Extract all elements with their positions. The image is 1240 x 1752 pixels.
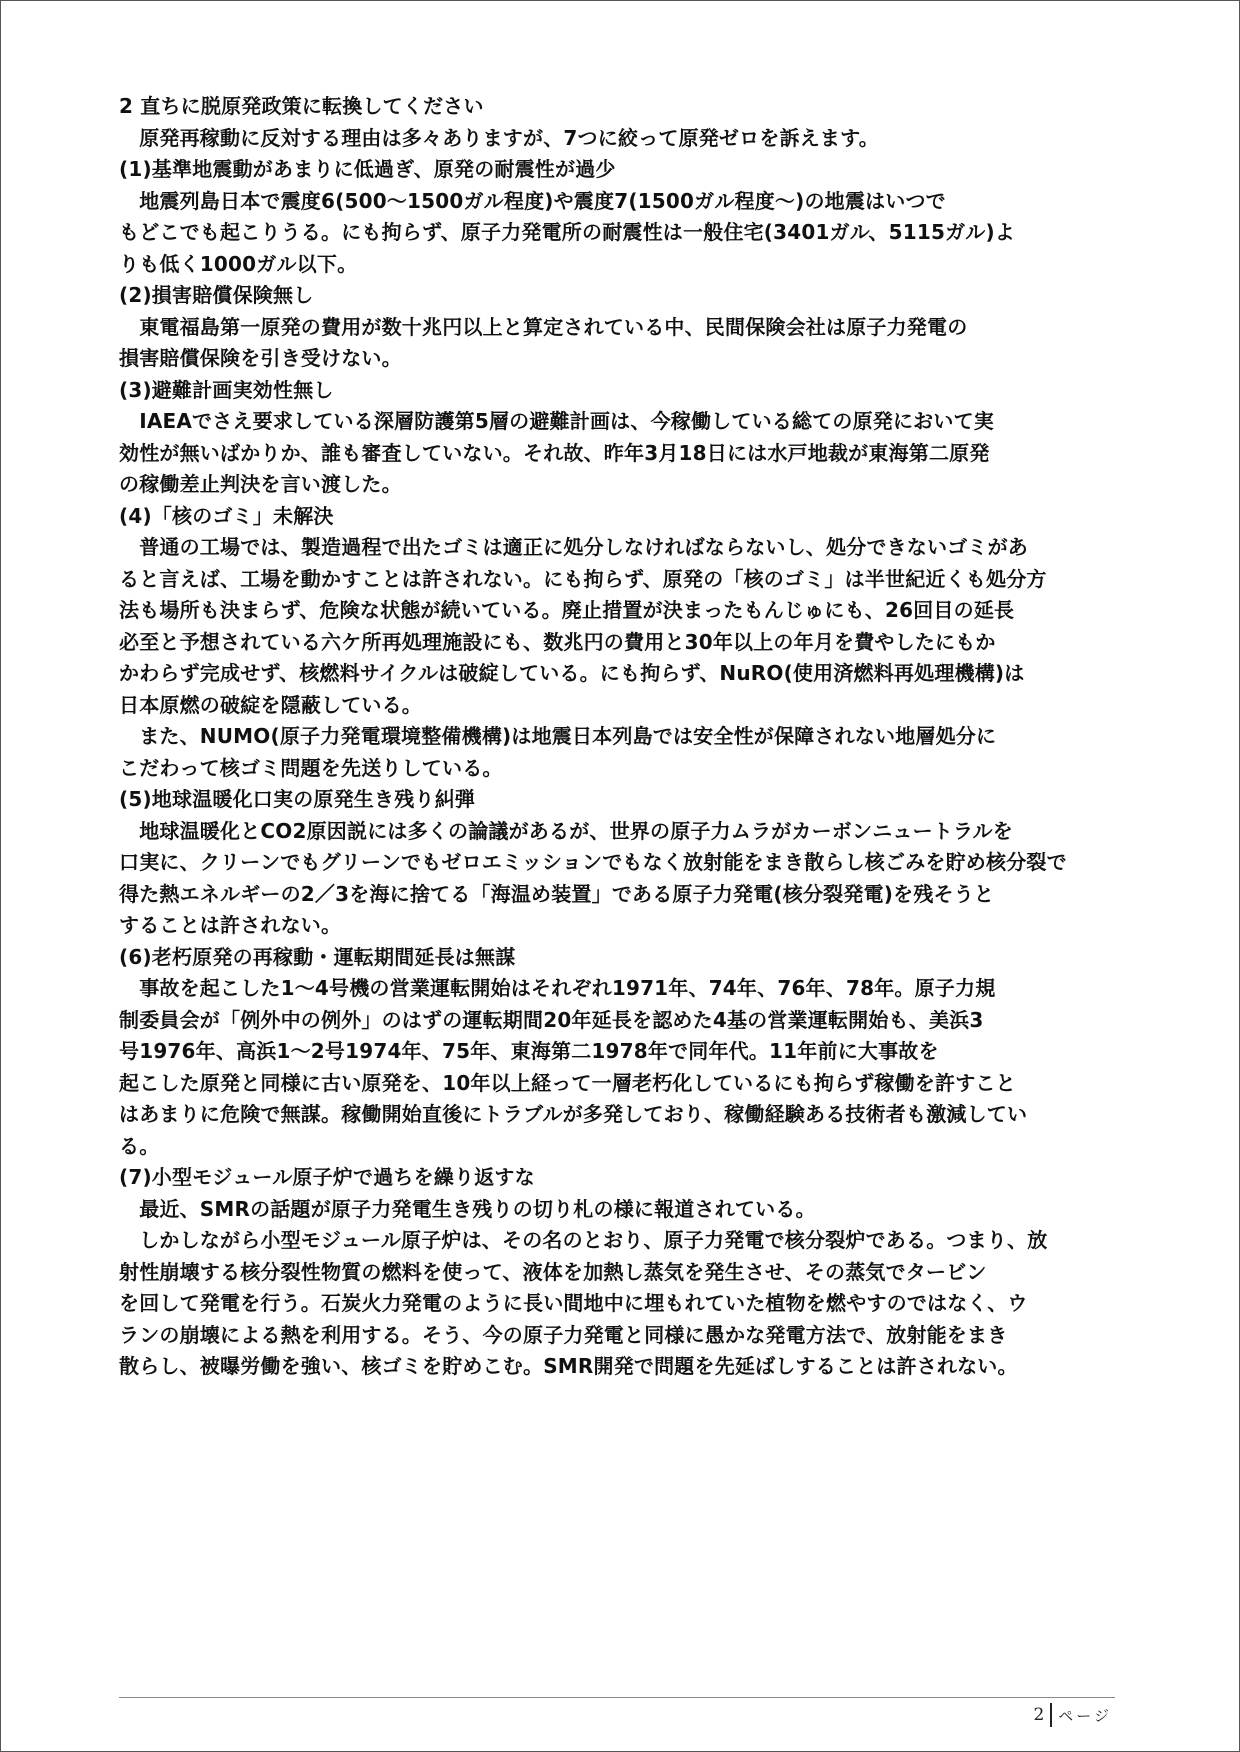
paragraph-line: の稼働差止判決を言い渡した。 [119, 472, 402, 496]
paragraph-line: 日本原燃の破綻を隠蔽している。 [119, 692, 422, 717]
paragraph-line: 法も場所も決まらず、危険な状態が続いている。廃止措置が決まったもんじゅにも、26回目の延長 [119, 598, 1015, 622]
section-heading: 2 直ちに脱原発政策に転換してください [119, 94, 484, 118]
subheading-2: (2)損害賠償保険無し [119, 283, 314, 307]
paragraph-line: 散らし、被曝労働を強い、核ゴミを貯めこむ。SMR開発で問題を先延ばしすることは許されない。 [119, 1354, 1018, 1378]
page-footer [1033, 1701, 1112, 1729]
page-number-separator [1050, 1703, 1052, 1727]
paragraph-line: 普通の工場では、製造過程で出たゴミは適正に処分しなければならないし、処分できないゴミがあ [119, 535, 1028, 559]
paragraph-line: ランの崩壊による熱を利用する。そう、今の原子力発電と同様に愚かな発電方法で、放射能をまき [119, 1322, 1008, 1347]
paragraph-line: かわらず完成せず、核燃料サイクルは破綻している。にも拘らず、NuRO(使用済燃料再処理機構)は [119, 661, 1025, 685]
paragraph-line: 事故を起こした1～4号機の営業運転開始はそれぞれ1971年、74年、76年、78年。原子力規 [119, 976, 996, 1000]
paragraph-line: 地球温暖化とCO2原因説には多くの論議があるが、世界の原子力ムラがカーボンニュートラルを [119, 818, 1013, 843]
paragraph-line: 東電福島第一原発の費用が数十兆円以上と算定されている中、民間保険会社は原子力発電の [119, 314, 968, 339]
footer-divider [119, 1697, 1115, 1698]
intro-paragraph-line: 原発再稼動に反対する理由は多々ありますが、7つに絞って原発ゼロを訴えます。 [119, 125, 879, 150]
subheading-4: (4)「核のゴミ」未解決 [119, 503, 334, 528]
page-label: ページ [1058, 1706, 1112, 1725]
paragraph-line: 得た熱エネルギーの2／3を海に捨てる「海温め装置」である原子力発電(核分裂発電)を残そうと [119, 881, 995, 906]
subheading-1: (1)基準地震動があまりに低過ぎ、原発の耐震性が過少 [119, 157, 616, 181]
subheading-7: (7)小型モジュール原子炉で過ちを繰り返すな [119, 1165, 535, 1189]
page-number: 2 [1033, 1705, 1045, 1725]
subheading-6: (6)老朽原発の再稼動・運転期間延長は無謀 [119, 944, 516, 969]
paragraph-line: を回して発電を行う。石炭火力発電のように長い間地中に埋もれていた植物を燃やすのではなく、ウ [119, 1291, 1028, 1315]
paragraph-line: もどこでも起こりうる。にも拘らず、原子力発電所の耐震性は一般住宅(3401ガル、5115ガル)よ [119, 220, 1016, 244]
subheading-3: (3)避難計画実効性無し [119, 377, 334, 402]
paragraph-line: しかしながら小型モジュール原子炉は、その名のとおり、原子力発電で核分裂炉である。つまり、放 [119, 1228, 1048, 1252]
paragraph-line: 制委員会が「例外中の例外」のはずの運転期間20年延長を認めた4基の営業運転開始も、美浜3 [119, 1007, 984, 1032]
paragraph-line: こだわって核ゴミ問題を先送りしている。 [119, 755, 503, 780]
paragraph-line: 地震列島日本で震度6(500～1500ガル程度)や震度7(1500ガル程度～)の地震はいつで [119, 188, 946, 213]
paragraph-line: ると言えば、工場を動かすことは許されない。にも拘らず、原発の「核のゴミ」は半世紀近くも処分方 [119, 566, 1047, 591]
paragraph-line: また、NUMO(原子力発電環境整備機構)は地震日本列島では安全性が保障されない地層処分に [119, 724, 997, 748]
paragraph-line: 起こした原発と同様に古い原発を、10年以上経って一層老朽化しているにも拘らず稼働を許すこと [119, 1070, 1016, 1095]
paragraph-line: 必至と予想されている六ケ所再処理施設にも、数兆円の費用と30年以上の年月を費やしたにもか [119, 629, 996, 654]
paragraph-line: 最近、SMRの話題が原子力発電生き残りの切り札の様に報道されている。 [119, 1196, 816, 1221]
subheading-5: (5)地球温暖化口実の原発生き残り糾弾 [119, 787, 475, 811]
paragraph-line: IAEAでさえ要求している深層防護第5層の避難計画は、今稼働している総ての原発において実 [119, 409, 994, 433]
paragraph-line: りも低く1000ガル以下。 [119, 251, 358, 276]
paragraph-line: 損害賠償保険を引き受けない。 [119, 346, 402, 370]
paragraph-line: することは許されない。 [119, 913, 342, 937]
paragraph-line: 効性が無いばかりか、誰も審査していない。それ故、昨年3月18日には水戸地裁が東海第二原発 [119, 440, 990, 465]
document-body [119, 91, 1129, 1383]
paragraph-line: はあまりに危険で無謀。稼働開始直後にトラブルが多発しており、稼働経験ある技術者も激減してい [119, 1102, 1028, 1126]
paragraph-line: 号1976年、高浜1～2号1974年、75年、東海第二1978年で同年代。11年前に大事故を [119, 1039, 939, 1063]
paragraph-line: 口実に、クリーンでもグリーンでもゼロエミッションでもなく放射能をまき散らし核ごみを貯め核分裂で [119, 850, 1067, 874]
paragraph-line: 射性崩壊する核分裂性物質の燃料を使って、液体を加熱し蒸気を発生させ、その蒸気でタービン [119, 1259, 987, 1284]
paragraph-line: る。 [119, 1133, 160, 1158]
